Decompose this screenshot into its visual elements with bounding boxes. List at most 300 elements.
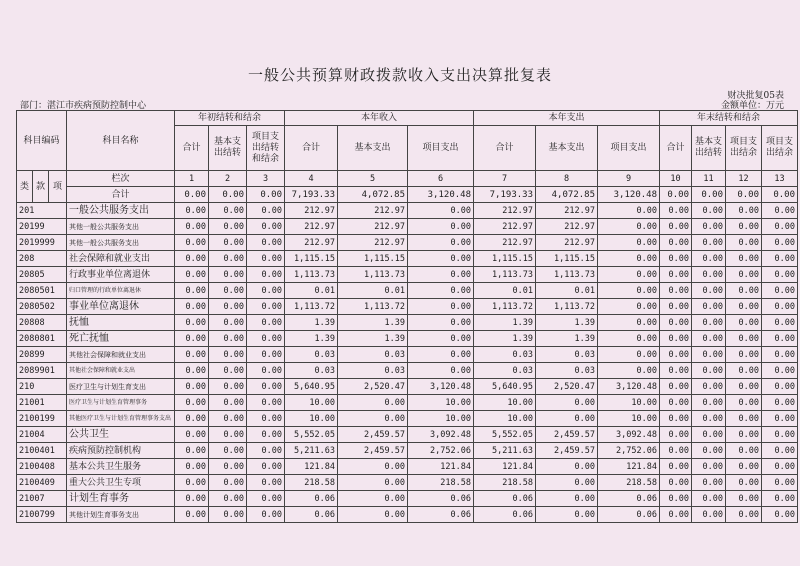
- row-value: 0.00: [209, 283, 247, 299]
- row-value: 2,752.06: [408, 443, 474, 459]
- table-row: [17, 315, 798, 331]
- row-value: 0.00: [726, 491, 762, 507]
- row-name: 医疗卫生与计划生育管理事务: [67, 395, 175, 411]
- row-value: 0.00: [692, 299, 726, 315]
- row-value: 0.00: [175, 507, 209, 523]
- row-value: 0.00: [209, 475, 247, 491]
- total-cell: 4,072.85: [536, 187, 598, 203]
- row-value: 0.00: [536, 411, 598, 427]
- row-value: 212.97: [474, 203, 536, 219]
- row-name: 其他一般公共服务支出: [67, 219, 175, 235]
- header-income-basic: 基本支出: [338, 126, 408, 171]
- row-value: 0.00: [209, 379, 247, 395]
- row-value: 0.00: [338, 491, 408, 507]
- row-value: 0.00: [762, 331, 798, 347]
- row-value: 0.00: [247, 395, 285, 411]
- row-value: 0.00: [762, 203, 798, 219]
- row-value: 0.00: [762, 315, 798, 331]
- row-value: 0.00: [598, 267, 660, 283]
- row-value: 0.00: [762, 379, 798, 395]
- row-code: 2100408: [17, 459, 67, 475]
- row-value: 0.00: [408, 219, 474, 235]
- row-value: 0.00: [338, 411, 408, 427]
- table-row: [17, 235, 798, 251]
- row-value: 1.39: [285, 331, 338, 347]
- row-value: 0.00: [692, 427, 726, 443]
- row-value: 5,552.05: [474, 427, 536, 443]
- row-value: 0.00: [247, 459, 285, 475]
- header-income-project: 项目支出: [408, 126, 474, 171]
- row-value: 0.03: [338, 363, 408, 379]
- header-end-basic: 基本支出结转: [692, 126, 726, 171]
- row-value: 1.39: [536, 315, 598, 331]
- row-value: 2,459.57: [338, 427, 408, 443]
- row-value: 0.00: [660, 363, 692, 379]
- row-value: 0.06: [408, 507, 474, 523]
- row-value: 0.00: [247, 347, 285, 363]
- total-cell: 7,193.33: [474, 187, 536, 203]
- header-end-project: 项目支出结余: [726, 126, 762, 171]
- row-value: 0.00: [247, 443, 285, 459]
- row-value: 212.97: [474, 235, 536, 251]
- row-value: 10.00: [408, 411, 474, 427]
- row-value: 0.00: [762, 299, 798, 315]
- row-value: 0.00: [209, 299, 247, 315]
- row-code: 2019999: [17, 235, 67, 251]
- row-value: 121.84: [408, 459, 474, 475]
- row-value: 0.00: [247, 315, 285, 331]
- row-value: 0.00: [247, 363, 285, 379]
- row-name: 死亡抚恤: [67, 331, 175, 347]
- row-value: 0.00: [726, 395, 762, 411]
- row-value: 0.00: [726, 411, 762, 427]
- row-value: 0.00: [408, 347, 474, 363]
- row-value: 0.00: [175, 251, 209, 267]
- row-value: 0.00: [726, 331, 762, 347]
- row-value: 0.00: [692, 251, 726, 267]
- row-value: 0.00: [338, 395, 408, 411]
- row-value: 0.00: [175, 363, 209, 379]
- row-value: 0.00: [726, 283, 762, 299]
- row-value: 10.00: [408, 395, 474, 411]
- row-name: 抚恤: [67, 315, 175, 331]
- row-value: 0.00: [692, 491, 726, 507]
- row-value: 0.00: [726, 443, 762, 459]
- row-value: 0.00: [660, 459, 692, 475]
- row-value: 0.00: [660, 507, 692, 523]
- row-value: 0.00: [762, 411, 798, 427]
- row-value: 10.00: [285, 411, 338, 427]
- table-row: [17, 443, 798, 459]
- row-code: 21001: [17, 395, 67, 411]
- row-value: 1.39: [285, 315, 338, 331]
- row-value: 0.00: [726, 427, 762, 443]
- row-value: 0.00: [692, 267, 726, 283]
- row-value: 1.39: [338, 315, 408, 331]
- row-value: 0.00: [692, 459, 726, 475]
- row-code: 2100401: [17, 443, 67, 459]
- row-value: 0.00: [209, 507, 247, 523]
- row-value: 0.00: [408, 267, 474, 283]
- row-value: 1,113.73: [285, 267, 338, 283]
- row-value: 10.00: [598, 411, 660, 427]
- row-value: 0.00: [175, 267, 209, 283]
- row-value: 0.00: [209, 443, 247, 459]
- row-value: 0.00: [175, 299, 209, 315]
- row-value: 0.06: [285, 507, 338, 523]
- row-value: 0.01: [338, 283, 408, 299]
- row-value: 0.00: [598, 251, 660, 267]
- row-value: 218.58: [285, 475, 338, 491]
- row-value: 0.03: [474, 363, 536, 379]
- row-code: 208: [17, 251, 67, 267]
- row-value: 0.00: [692, 219, 726, 235]
- row-value: 0.00: [209, 459, 247, 475]
- row-value: 0.00: [726, 363, 762, 379]
- row-code: 21004: [17, 427, 67, 443]
- col-index-cell: 2: [209, 171, 247, 187]
- row-value: 0.00: [660, 315, 692, 331]
- row-value: 121.84: [598, 459, 660, 475]
- row-value: 0.00: [408, 203, 474, 219]
- row-value: 212.97: [474, 219, 536, 235]
- row-value: 1,115.15: [285, 251, 338, 267]
- row-value: 0.00: [247, 411, 285, 427]
- row-value: 0.03: [285, 363, 338, 379]
- header-income-total: 合计: [285, 126, 338, 171]
- row-value: 0.00: [692, 315, 726, 331]
- header-lei: 类: [17, 171, 33, 203]
- row-value: 121.84: [474, 459, 536, 475]
- row-value: 1,113.72: [474, 299, 536, 315]
- header-code: 科目编码: [17, 111, 67, 171]
- row-value: 218.58: [474, 475, 536, 491]
- row-value: 0.00: [598, 283, 660, 299]
- row-value: 0.00: [762, 251, 798, 267]
- row-value: 0.06: [474, 507, 536, 523]
- row-value: 2,459.57: [536, 443, 598, 459]
- table-row: [17, 491, 798, 507]
- row-name: 其他社会保障和就业支出: [67, 347, 175, 363]
- row-value: 0.00: [247, 251, 285, 267]
- row-value: 0.00: [175, 443, 209, 459]
- row-value: 0.01: [536, 283, 598, 299]
- col-index-cell: 7: [474, 171, 536, 187]
- row-value: 0.00: [660, 411, 692, 427]
- header-xiang: 项: [49, 171, 67, 203]
- row-value: 0.00: [692, 347, 726, 363]
- row-value: 0.00: [175, 491, 209, 507]
- row-value: 0.00: [209, 347, 247, 363]
- row-value: 0.00: [209, 395, 247, 411]
- row-name: 其他医疗卫生与计划生育管理事务支出: [67, 411, 175, 427]
- table-row: [17, 395, 798, 411]
- row-value: 1,113.73: [536, 267, 598, 283]
- row-value: 2,459.57: [536, 427, 598, 443]
- col-index-cell: 11: [692, 171, 726, 187]
- row-value: 0.00: [209, 315, 247, 331]
- row-value: 0.00: [247, 235, 285, 251]
- row-value: 0.00: [247, 379, 285, 395]
- row-value: 0.03: [474, 347, 536, 363]
- row-value: 0.00: [209, 267, 247, 283]
- row-value: 0.00: [660, 235, 692, 251]
- row-code: 2089901: [17, 363, 67, 379]
- header-expend-project: 项目支出: [598, 126, 660, 171]
- row-value: 1.39: [338, 331, 408, 347]
- table-row: [17, 219, 798, 235]
- row-value: 0.03: [285, 347, 338, 363]
- row-value: 0.00: [726, 235, 762, 251]
- table-row: [17, 379, 798, 395]
- page-title: 一般公共预算财政拨款收入支出决算批复表: [247, 66, 552, 84]
- col-index-cell: 9: [598, 171, 660, 187]
- row-value: 0.00: [408, 235, 474, 251]
- row-value: 0.00: [209, 363, 247, 379]
- table-row: [17, 299, 798, 315]
- row-value: 0.00: [408, 315, 474, 331]
- row-value: 0.00: [209, 411, 247, 427]
- total-cell: 4,072.85: [338, 187, 408, 203]
- row-value: 3,092.48: [598, 427, 660, 443]
- row-code: 210: [17, 379, 67, 395]
- row-value: 0.00: [726, 299, 762, 315]
- row-value: 0.03: [338, 347, 408, 363]
- table-row: [17, 347, 798, 363]
- table-row: [17, 283, 798, 299]
- total-cell: 3,120.48: [598, 187, 660, 203]
- row-value: 1.39: [474, 315, 536, 331]
- row-value: 212.97: [536, 235, 598, 251]
- table-row: [17, 459, 798, 475]
- total-cell: 3,120.48: [408, 187, 474, 203]
- row-value: 0.00: [762, 395, 798, 411]
- row-code: 2080502: [17, 299, 67, 315]
- department-label: 部门：湛江市疾病预防控制中心: [20, 101, 147, 111]
- row-name: 医疗卫生与计划生育支出: [67, 379, 175, 395]
- row-value: 0.00: [762, 427, 798, 443]
- row-value: 0.00: [175, 315, 209, 331]
- row-value: 10.00: [474, 395, 536, 411]
- row-value: 0.00: [660, 251, 692, 267]
- row-value: 0.00: [660, 299, 692, 315]
- total-cell: 0.00: [175, 187, 209, 203]
- row-value: 0.00: [660, 331, 692, 347]
- row-value: 0.06: [598, 491, 660, 507]
- row-value: 0.00: [408, 363, 474, 379]
- row-value: 0.00: [762, 347, 798, 363]
- header-start-total: 合计: [175, 126, 209, 171]
- row-value: 0.00: [408, 299, 474, 315]
- row-value: 3,120.48: [408, 379, 474, 395]
- header-expend-basic: 基本支出: [536, 126, 598, 171]
- row-value: 0.00: [408, 283, 474, 299]
- row-value: 0.00: [692, 443, 726, 459]
- table-row: [17, 267, 798, 283]
- row-code: 20808: [17, 315, 67, 331]
- row-code: 2100409: [17, 475, 67, 491]
- row-value: 5,552.05: [285, 427, 338, 443]
- col-index-cell: 1: [175, 171, 209, 187]
- total-cell: 0.00: [692, 187, 726, 203]
- row-value: 212.97: [285, 219, 338, 235]
- row-value: 0.00: [660, 427, 692, 443]
- row-value: 0.00: [209, 203, 247, 219]
- row-value: 1.39: [536, 331, 598, 347]
- row-value: 0.00: [762, 235, 798, 251]
- row-name: 其他一般公共服务支出: [67, 235, 175, 251]
- row-value: 218.58: [408, 475, 474, 491]
- table-row: [17, 427, 798, 443]
- row-value: 0.00: [726, 475, 762, 491]
- table-row: [17, 251, 798, 267]
- row-value: 0.06: [474, 491, 536, 507]
- row-value: 10.00: [474, 411, 536, 427]
- row-value: 1,113.72: [338, 299, 408, 315]
- row-code: 2080501: [17, 283, 67, 299]
- row-value: 0.00: [247, 219, 285, 235]
- col-index-cell: 4: [285, 171, 338, 187]
- row-value: 0.00: [660, 283, 692, 299]
- row-value: 0.00: [175, 427, 209, 443]
- row-name: 其他计划生育事务支出: [67, 507, 175, 523]
- table-row: [17, 203, 798, 219]
- col-index-cell: 12: [726, 171, 762, 187]
- row-value: 0.00: [247, 283, 285, 299]
- row-value: 0.00: [175, 475, 209, 491]
- row-value: 0.00: [209, 331, 247, 347]
- row-value: 212.97: [285, 235, 338, 251]
- total-cell: 0.00: [726, 187, 762, 203]
- row-value: 0.00: [536, 475, 598, 491]
- row-value: 0.00: [175, 459, 209, 475]
- row-value: 0.00: [692, 203, 726, 219]
- header-group-start: 年初结转和结余: [175, 111, 285, 126]
- row-name: 计划生育事务: [67, 491, 175, 507]
- row-name: 一般公共服务支出: [67, 203, 175, 219]
- row-value: 0.00: [660, 395, 692, 411]
- row-name: 行政事业单位离退休: [67, 267, 175, 283]
- row-value: 121.84: [285, 459, 338, 475]
- row-value: 0.00: [598, 347, 660, 363]
- row-value: 0.00: [726, 315, 762, 331]
- row-value: 0.00: [762, 491, 798, 507]
- row-code: 20899: [17, 347, 67, 363]
- row-value: 2,520.47: [338, 379, 408, 395]
- row-value: 0.00: [762, 459, 798, 475]
- row-value: 3,120.48: [598, 379, 660, 395]
- row-value: 0.00: [726, 379, 762, 395]
- row-value: 0.00: [247, 491, 285, 507]
- row-value: 5,640.95: [285, 379, 338, 395]
- row-value: 0.00: [175, 331, 209, 347]
- row-value: 0.00: [247, 427, 285, 443]
- row-value: 212.97: [536, 219, 598, 235]
- row-value: 0.00: [175, 411, 209, 427]
- row-value: 0.00: [209, 427, 247, 443]
- row-value: 1,115.15: [536, 251, 598, 267]
- row-value: 0.00: [726, 347, 762, 363]
- col-index-cell: 13: [762, 171, 798, 187]
- col-index-cell: 3: [247, 171, 285, 187]
- total-label: 合计: [67, 187, 175, 203]
- row-value: 0.00: [762, 283, 798, 299]
- row-value: 0.00: [598, 235, 660, 251]
- row-value: 0.00: [209, 491, 247, 507]
- row-value: 0.00: [762, 443, 798, 459]
- row-code: 2100199: [17, 411, 67, 427]
- header-start-basic: 基本支出结转: [209, 126, 247, 171]
- header-end-project-2: 项目支出结余: [762, 126, 798, 171]
- row-value: 0.00: [726, 251, 762, 267]
- row-value: 0.00: [660, 347, 692, 363]
- row-value: 0.00: [175, 203, 209, 219]
- row-value: 0.00: [598, 219, 660, 235]
- row-name: 其他社会保障和就业支出: [67, 363, 175, 379]
- row-value: 218.58: [598, 475, 660, 491]
- row-value: 0.00: [536, 491, 598, 507]
- row-value: 0.00: [175, 379, 209, 395]
- table-row: [17, 363, 798, 379]
- row-value: 0.00: [175, 283, 209, 299]
- row-value: 0.00: [692, 475, 726, 491]
- row-value: 1,115.15: [474, 251, 536, 267]
- row-value: 0.06: [408, 491, 474, 507]
- table-row: [17, 507, 798, 523]
- row-value: 1,113.72: [285, 299, 338, 315]
- row-value: 1,113.72: [536, 299, 598, 315]
- header-end-total: 合计: [660, 126, 692, 171]
- row-name: 公共卫生: [67, 427, 175, 443]
- table-row: [17, 475, 798, 491]
- row-value: 212.97: [285, 203, 338, 219]
- row-value: 0.00: [247, 267, 285, 283]
- row-code: 201: [17, 203, 67, 219]
- row-value: 5,211.63: [474, 443, 536, 459]
- row-value: 0.00: [692, 363, 726, 379]
- row-code: 21007: [17, 491, 67, 507]
- row-value: 0.00: [247, 475, 285, 491]
- row-value: 0.00: [692, 507, 726, 523]
- row-value: 0.00: [247, 507, 285, 523]
- row-value: 0.00: [408, 331, 474, 347]
- header-name: 科目名称: [67, 111, 175, 171]
- row-value: 0.00: [338, 475, 408, 491]
- unit-label: 金额单位：万元: [720, 101, 784, 111]
- row-value: 1,115.15: [338, 251, 408, 267]
- row-value: 0.00: [660, 443, 692, 459]
- total-cell: 0.00: [762, 187, 798, 203]
- row-name: 社会保障和就业支出: [67, 251, 175, 267]
- row-value: 0.00: [726, 219, 762, 235]
- row-value: 0.03: [536, 347, 598, 363]
- row-value: 1,113.73: [474, 267, 536, 283]
- col-index-cell: 5: [338, 171, 408, 187]
- row-value: 0.00: [175, 235, 209, 251]
- row-value: 0.00: [209, 251, 247, 267]
- row-code: 20805: [17, 267, 67, 283]
- budget-table: [16, 110, 798, 523]
- row-value: 1,113.73: [338, 267, 408, 283]
- row-value: 212.97: [536, 203, 598, 219]
- row-value: 0.00: [338, 459, 408, 475]
- row-value: 0.00: [408, 251, 474, 267]
- total-cell: 0.00: [209, 187, 247, 203]
- form-number: 财决批复05表: [727, 91, 784, 101]
- table-row: [17, 331, 798, 347]
- row-value: 0.00: [209, 235, 247, 251]
- row-value: 0.00: [247, 331, 285, 347]
